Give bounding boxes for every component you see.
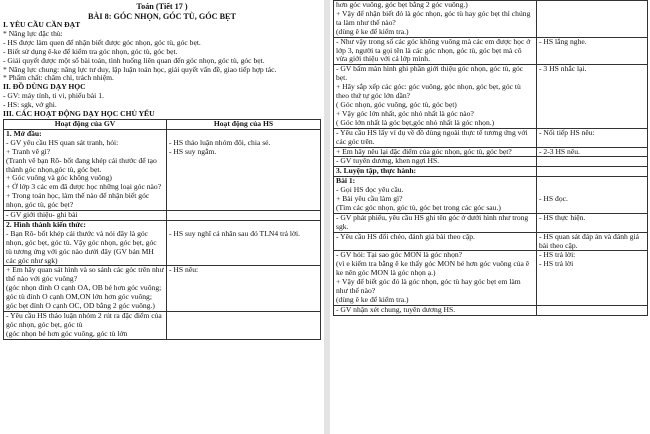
text-line: + Tranh vẽ gì? (6, 146, 51, 156)
cell-text (336, 38, 534, 65)
teacher-cell (334, 37, 537, 65)
teacher-cell (4, 129, 167, 210)
lesson-title: BÀI 8: GÓC NHỌN, GÓC TÙ, GÓC BẸT (88, 11, 236, 21)
cell-text (6, 266, 164, 311)
text-line: - HS được làm quen để nhận biết được góc nhọn, góc tù, góc bẹt. (3, 37, 201, 47)
requirements-list (3, 30, 321, 83)
cell-text (336, 251, 534, 304)
text-line: (dùng ê ke để kiểm tra.) (336, 295, 409, 304)
text-line: - Yêu cầu HS lấy ví dụ về đồ dùng ngoài thực tế tương ứng với các góc trên. (336, 127, 528, 146)
cell-text (6, 230, 164, 266)
student-cell (537, 177, 648, 214)
text-line: + Vậy góc lớn nhất, góc nhỏ nhất là góc nào? (336, 108, 474, 118)
row-heading: 1. Mở đầu: (6, 128, 42, 138)
text-line: (dùng ê ke để kiểm tra.) (336, 26, 409, 36)
table-row (334, 65, 648, 128)
text-line: + Em hãy nêu lại đặc điểm của góc nhọn, góc tù, góc bẹt? (336, 146, 512, 156)
text-line: - HS suy ngẫm. (169, 146, 217, 156)
teacher-cell: - GV nhận xét chung, tuyên dương HS. (334, 305, 537, 315)
cell-text (336, 186, 534, 213)
student-cell (537, 37, 648, 65)
student-cell (167, 312, 321, 340)
table-row (4, 312, 321, 340)
cell-text (539, 65, 645, 74)
teacher-cell: - GV tuyên dương, khen ngợi HS. (334, 157, 537, 167)
text-line: - HS đọc. (539, 194, 568, 204)
table-row (334, 177, 648, 214)
activities-table-right (333, 0, 648, 316)
text-line: - HS lắng nghe. (539, 36, 587, 46)
teacher-cell (334, 1, 537, 38)
teacher-cell (4, 220, 167, 266)
student-cell (537, 213, 648, 232)
cell-text (336, 214, 534, 232)
text-line: - Biết sử dụng ê-ke để kiểm tra góc nhọn, góc tù, góc bẹt. (3, 46, 178, 56)
teacher-cell (334, 128, 537, 147)
text-line: * Năng lực chung: năng lực tư duy, lập luận toán học, giải quyết vấn đề, giao tiếp hợp tác. (3, 64, 277, 74)
table-row (334, 147, 648, 157)
text-line: - Như vậy trong số các góc không vuông mà các em được học ở lớp 3, người ta gọi tên là các góc nhọn, góc tù, góc bẹt mà cô vừa giới thiệu với cả lớp mình. (336, 36, 531, 64)
teacher-cell: 3. Luyện tập, thực hành: (334, 167, 537, 177)
text-line: (Tranh vẽ bạn Rô- bốt đang khép cái thước để tạo thành góc nhọn,góc tù, góc bẹt. (6, 155, 157, 174)
text-line: - Yêu cầu HS thảo luận nhóm 2 rút ra đặc điểm của góc nhọn, góc bẹt, góc tù (6, 311, 162, 329)
text-line: - Nối tiếp HS nêu: (539, 127, 595, 137)
table-row (334, 167, 648, 177)
page-title: Toán (Tiết 17 ) (136, 2, 188, 11)
student-cell (537, 65, 648, 128)
text-line: + Trong toán học, làm thế nào để nhận biết góc nhọn, góc tù, góc bẹt? (6, 191, 150, 210)
teacher-cell (334, 232, 537, 251)
teacher-cell (334, 65, 537, 128)
teacher-cell (334, 213, 537, 232)
text-line: ( Góc nhọn, góc vuông, góc tù, góc bẹt) (336, 99, 457, 109)
document-page-left (0, 0, 324, 434)
table-row (4, 220, 321, 266)
table-row (334, 213, 648, 232)
table-row (334, 232, 648, 251)
teacher-cell (334, 177, 537, 214)
header-student: Hoạt động của HS (167, 119, 321, 129)
cell-text (539, 38, 645, 47)
cell-text (336, 233, 534, 242)
text-line: * Phẩm chất: chăm chỉ, trách nhiệm. (3, 73, 114, 83)
table-row (334, 1, 648, 38)
student-cell (537, 305, 648, 315)
text-line: (góc nhọn bé hơn góc vuông, góc tù lớn (6, 328, 128, 338)
text-line: (vì e kiểm tra bằng ê ke thấy góc MON bé hơn góc vuông của ê ke nên góc MON là góc nhọn ạ.) (336, 259, 530, 278)
section-heading-activities: III. CÁC HOẠT ĐỘNG DẠY HỌC CHỦ YẾU (3, 109, 155, 119)
text-line: - HS trả lời (539, 259, 574, 269)
text-line: - HS trả lời: (539, 250, 576, 260)
student-cell (537, 167, 648, 177)
activities-table-left (3, 119, 321, 340)
text-line: + Ở lớp 3 các em đã được học những loại góc nào? (6, 182, 162, 192)
table-row (334, 157, 648, 167)
text-line: - Gọi HS đọc yêu cầu. (336, 185, 404, 195)
cell-text (539, 148, 645, 157)
text-line: * Năng lực đặc thù: (3, 28, 63, 38)
document-page-right (330, 0, 650, 434)
cell-text (336, 148, 534, 157)
text-line: - HS thảo luận nhóm đôi, chia sẻ. (169, 137, 271, 147)
text-line: - GV: máy tính, ti vi, phiếu bài 1. (3, 91, 104, 101)
cell-text (169, 230, 318, 239)
text-line: - GV hỏi: Tại sao góc MON là góc nhọn? (336, 250, 463, 260)
teacher-cell (4, 312, 167, 340)
cell-text (336, 65, 534, 127)
student-cell (167, 129, 321, 210)
text-line: - HS: sgk, vở ghi. (3, 100, 57, 110)
cell-text (336, 1, 534, 37)
text-line: - HS thực hiện. (539, 212, 586, 222)
text-line: (Tìm các góc nhọn, góc tù, góc bẹt trong các góc sau.) (336, 202, 501, 212)
text-line: + Em hãy quan sát hình và so sánh các góc trên như thế nào với góc vuông? (6, 265, 164, 284)
student-cell (537, 251, 648, 305)
text-line: + Vậy để nhận biết đó là góc nhọn, góc tù hay góc bẹt thì chúng ta làm như thế nào? (336, 8, 531, 27)
teacher-cell: - GV giới thiệu- ghi bài (4, 211, 167, 221)
student-cell (537, 1, 648, 38)
text-line: - Yêu cầu HS đổi chéo, đánh giá bài theo cặp. (336, 231, 475, 241)
table-row (334, 37, 648, 65)
materials-list (3, 92, 321, 110)
text-line: - GV phát phiếu, yêu cầu HS ghi tên góc ở dưới hình như trong sgk. (336, 212, 529, 231)
text-line: - GV bấm màn hình ghi phần giới thiệu góc nhọn, góc tù, góc bẹt. (336, 64, 524, 83)
table-row (334, 305, 648, 315)
text-line: + Hãy sắp xếp các góc: góc vuông, góc nhọn, góc bẹt, góc tù theo thứ tự góc lớn dần? (336, 82, 521, 101)
cell-text (539, 214, 645, 223)
cell-text (539, 195, 645, 204)
text-line: ( Góc lớn nhất là góc bẹt,góc nhỏ nhất là góc nhọn.) (336, 117, 495, 127)
student-cell (537, 157, 648, 167)
row-heading: Bài 1: (336, 176, 356, 186)
text-line: - 3 HS nhắc lại. (539, 64, 587, 74)
text-line: - Bạn Rô- bốt khép cái thước và nói đây là góc nhọn, góc bẹt, góc tù. Vậy góc nhọn, góc bẹt, góc tù tương ứng với góc nào dưới đây (GV bản MH các góc như sgk) (6, 228, 157, 265)
text-line: - Giải quyết được một số bài toán, tình huống liên quan đến góc nhọn, góc tù, góc bẹt. (3, 55, 265, 65)
cell-text (169, 266, 318, 275)
student-cell (537, 128, 648, 147)
student-cell (537, 232, 648, 251)
cell-text (539, 251, 645, 269)
table-row (4, 266, 321, 312)
text-line: + Vậy để biết góc đó là góc nhọn, góc tù hay góc bẹt em làm như thế nào? (336, 277, 521, 296)
student-cell (537, 147, 648, 157)
table-header-row (4, 119, 321, 129)
cell-text (169, 139, 318, 157)
cell-text (336, 129, 534, 147)
text-line: - GV yêu cầu HS quan sát tranh, hỏi: (6, 137, 119, 147)
text-line: + Bài yêu cầu làm gì? (336, 194, 403, 204)
student-cell (167, 211, 321, 221)
row-heading: 2. Hình thành kiến thức: (6, 219, 86, 229)
table-row (334, 128, 648, 147)
text-line: (góc nhọn đỉnh O cạnh OA, OB bé hơn góc vuông; góc tù đỉnh O cạnh OM,ON lớn hơn góc vuông; góc bẹt đỉnh O cạnh OC, OD bằng 2 góc vuông.) (6, 283, 162, 311)
table-row (4, 211, 321, 221)
text-line: - 2-3 HS nêu. (539, 146, 580, 156)
text-line: - HS quan sát đáp án và đánh giá bài theo cặp. (539, 231, 639, 250)
teacher-cell (334, 251, 537, 305)
cell-text (6, 139, 164, 210)
teacher-cell (4, 266, 167, 312)
cell-text (539, 233, 645, 251)
teacher-cell (334, 147, 537, 157)
section-heading-materials: II. ĐỒ DÙNG DẠY HỌC (3, 82, 86, 92)
text-line: hơn góc vuông, góc bẹt bằng 2 góc vuông.) (336, 0, 468, 9)
text-line: - HS nêu: (169, 265, 199, 275)
student-cell (167, 220, 321, 266)
text-line: + Góc vuông và góc không vuông) (6, 173, 112, 183)
cell-text (6, 312, 164, 339)
header-teacher: Hoạt động của GV (4, 119, 167, 129)
text-line: - HS suy nghĩ cá nhân sau đó TLN4 trả lời. (169, 228, 301, 238)
table-row (334, 251, 648, 305)
cell-text (539, 129, 645, 138)
section-heading-requirements: I. YÊU CẦU CẦN ĐẠT (3, 20, 81, 29)
student-cell (167, 266, 321, 312)
table-row (4, 129, 321, 210)
